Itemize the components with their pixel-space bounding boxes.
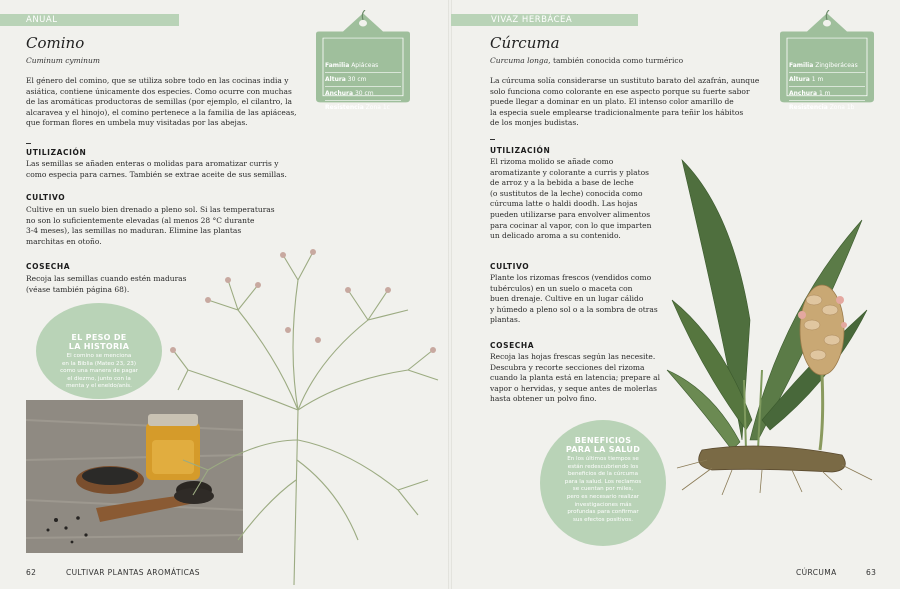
running-title: CÚRCUMA	[796, 568, 837, 577]
page-title: Cúrcuma	[490, 34, 560, 52]
page-number: 62	[26, 568, 37, 577]
intro-paragraph: La cúrcuma solía considerarse un sustituto barato del azafrán, aunque solo funciona como colorante en ese aspecto porque su fuerte sabor puede llegar a dominar en un plato. El intenso color amarillo de la especia suele emplearse tradicionalmente para teñir los hábitos de los monjes budistas.	[490, 76, 760, 128]
scientific-name: Cuminum cyminum	[26, 56, 100, 65]
plant-info-tag	[779, 10, 875, 111]
section-heading: COSECHA	[490, 341, 535, 350]
section-text: Recoja las semillas cuando estén maduras (véase también página 68).	[26, 274, 187, 294]
tag-row-family: Familia Zingiberáceas	[789, 59, 865, 73]
section-heading: UTILIZACIÓN	[490, 146, 551, 155]
section-dash	[490, 139, 495, 140]
tag-row-height: Altura 1 m	[789, 73, 865, 87]
tag-row-family: Familia Apiáceas	[325, 59, 401, 73]
health-benefits-callout	[540, 420, 666, 546]
callout-title: EL PESO DE LA HISTORIA	[68, 333, 130, 351]
tag-row-height: Altura 30 cm	[325, 73, 401, 87]
page-number: 63	[866, 568, 877, 577]
page-title: Comino	[26, 34, 85, 52]
section-heading: UTILIZACIÓN	[26, 148, 87, 157]
section-text: Cultive en un suelo bien drenado a pleno sol. Si las temperaturas no son lo suficientemente elevadas (al menos 28 °C durante 3-4 meses), las semillas no maduran. Elimine las plantas marchitas en otoño.	[26, 205, 275, 246]
history-callout	[36, 303, 162, 399]
section-heading: CULTIVO	[26, 193, 66, 202]
plant-info-tag	[315, 10, 411, 111]
intro-paragraph: El género del comino, que se utiliza sobre todo en las cocinas india y asiática, contiene únicamente dos especies. Como ocurre con muchas de las aromáticas productoras de semillas (por ejemplo, el cilantro, la alcaravea y el hinojo), el comino pertenece a la familia de las apiáceas, que forman flores en umbela muy visitadas por las abejas.	[26, 76, 297, 128]
book-gutter	[448, 0, 452, 589]
tag-row-hardiness: Resistencia Zona 1c	[325, 104, 390, 111]
section-heading: COSECHA	[26, 262, 71, 271]
tag-row-width: Anchura 30 cm	[325, 87, 401, 101]
section-text: Recoja las hojas frescas según las necesite. Descubra y recorte secciones del rizoma cuando la planta está en latencia; prepare al vapor o hervidas, y seque antes de molerlas hasta obtener un polvo fino.	[490, 352, 660, 404]
callout-body: En los últimos tiempos se están redescubriendo los beneficios de la cúrcuma para la salud. Los reclamos se cuentan por miles, pero es necesario realizar investigaciones más profundas para confirmar sus efectos positivos.	[564, 456, 642, 523]
category-band: VIVAZ HERBÁCEA	[451, 14, 638, 26]
scientific-name: Curcuma longa, también conocida como turmérico	[490, 56, 684, 65]
section-heading: CULTIVO	[490, 262, 530, 271]
callout-title: BENEFICIOS PARA LA SALUD	[565, 436, 641, 454]
category-band: ANUAL	[0, 14, 179, 26]
section-text: Las semillas se añaden enteras o molidas para aromatizar curris y como especia para carnes. También se extrae aceite de sus semillas.	[26, 159, 287, 179]
tag-row-width: Anchura 1 m	[789, 87, 865, 101]
section-text: Plante los rizomas frescos (vendidos como tubérculos) en un suelo o maceta con buen drenaje. Cultive en un lugar cálido y húmedo a pleno sol o a la sombra de otras plantas.	[490, 273, 658, 325]
tag-row-hardiness: Resistencia Zona 1b	[789, 104, 855, 111]
comino-plant-illustration	[168, 240, 448, 585]
running-title: CULTIVAR PLANTAS AROMÁTICAS	[66, 568, 200, 577]
section-dash	[26, 143, 31, 144]
section-text: El rizoma molido se añade como aromatizante y colorante a curris y platos de arroz y a la bebida a base de leche (o sustitutos de la leche) conocida como cúrcuma latte o haldi doodh. Las hojas pueden utilizarse para envolver alimentos para cocinar al vapor, con lo que imparten un delicado aroma a su contenido.	[490, 157, 652, 241]
curcuma-plant-illustration	[662, 150, 882, 495]
callout-body: El comino se menciona en la Biblia (Mateo 23, 23) como una manera de pagar el diezmo, junto con la menta y el eneldo/anís.	[60, 353, 138, 390]
